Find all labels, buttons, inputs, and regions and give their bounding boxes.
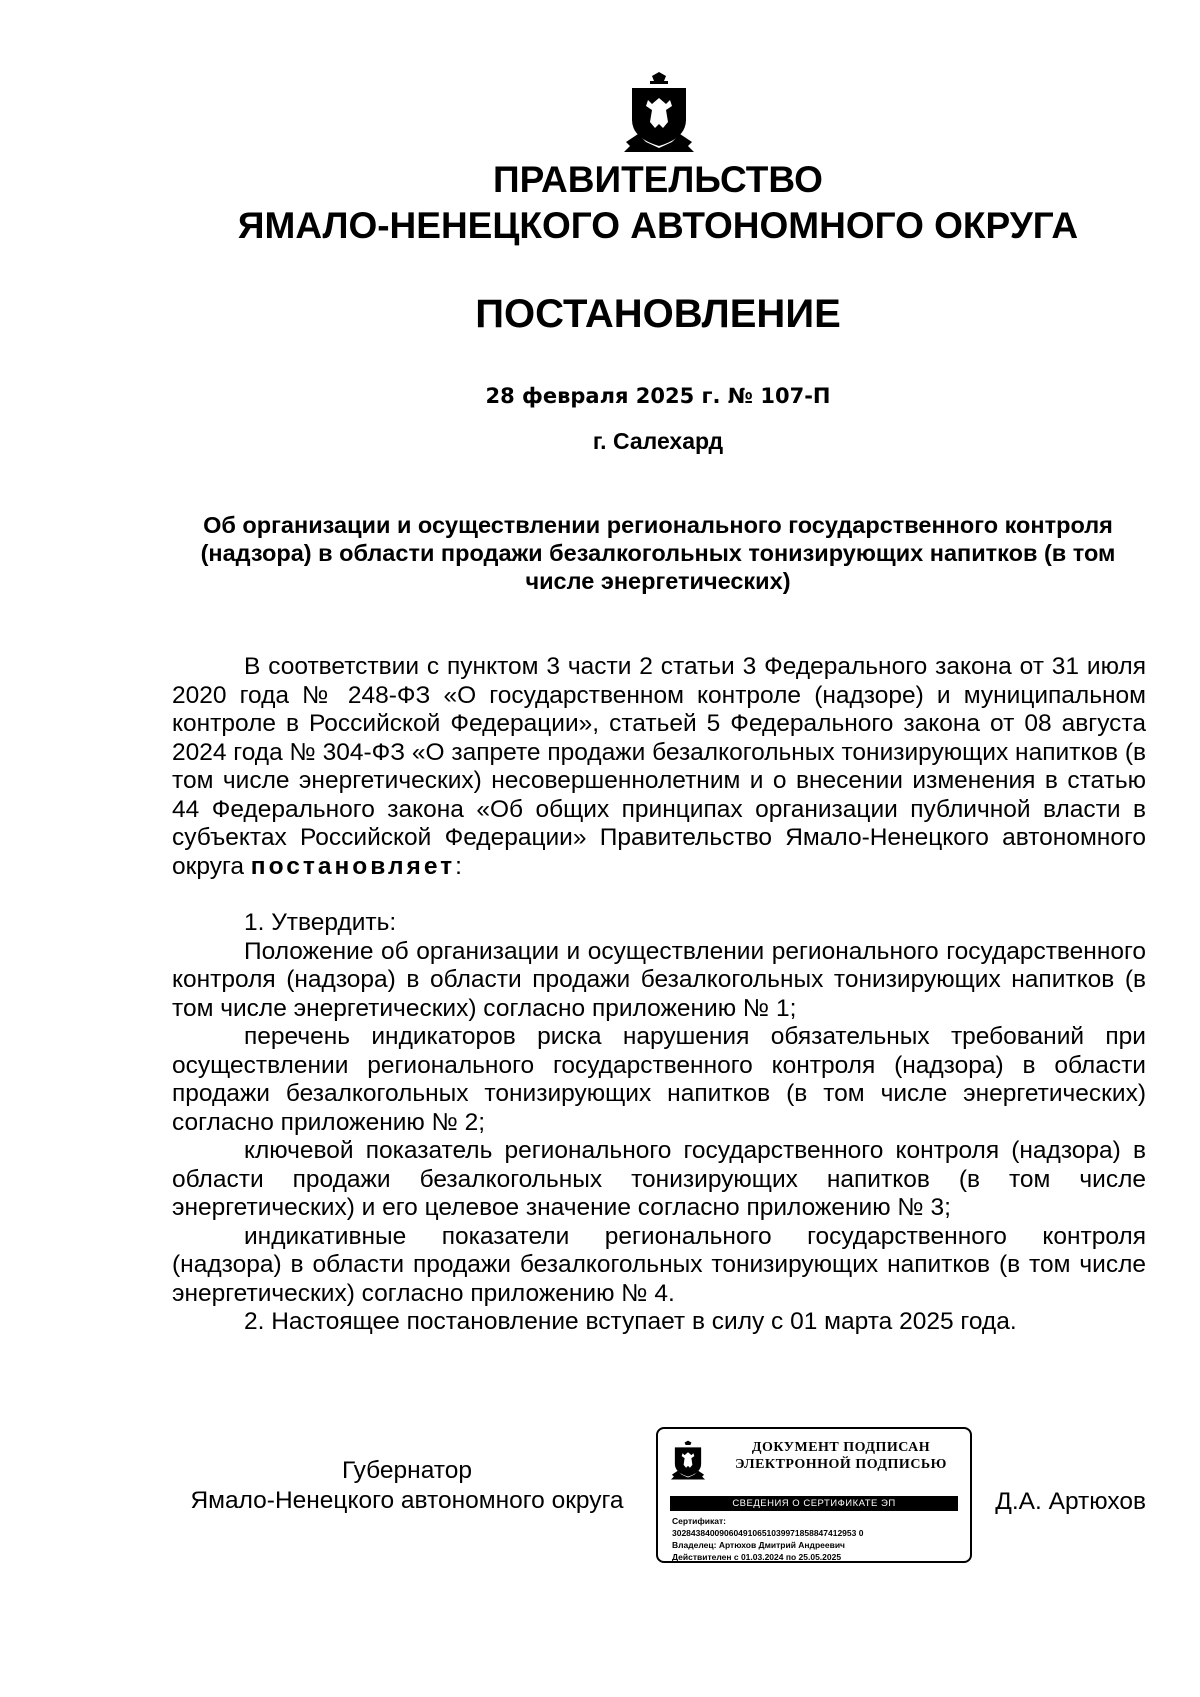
document-body bbox=[172, 653, 1146, 1337]
item2: 2. Настоящее постановление вступает в силу с 01 марта 2025 года. bbox=[244, 1308, 1017, 1335]
coat-of-arms-icon bbox=[622, 72, 696, 156]
org-name-line1: ПРАВИТЕЛЬСТВО bbox=[493, 159, 823, 200]
stamp-owner: Владелец: Артюхов Дмитрий Андреевич bbox=[672, 1540, 845, 1550]
electronic-signature-stamp bbox=[656, 1427, 972, 1563]
preamble-end: : bbox=[455, 852, 462, 880]
item1-sub3: ключевой показатель регионального государственного контроля (надзора) в области продажи безалкогольных тонизирующих напитков (в том числе энергетических) и его целевое значение согласно приложению № 3; bbox=[172, 1137, 1146, 1221]
document-title: Об организации и осуществлении регионального государственного контроля (надзора) в области продажи безалкогольных тонизирующих напитков (в том числе энергетических) bbox=[200, 512, 1116, 594]
signatory-name: Д.А. Артюхов bbox=[995, 1488, 1146, 1515]
resolution-keyword: постановляет bbox=[250, 852, 456, 880]
stamp-title-line1: ДОКУМЕНТ ПОДПИСАН bbox=[751, 1440, 931, 1455]
signatory-position-line1: Губернатор bbox=[342, 1457, 472, 1484]
signatory-position bbox=[172, 1456, 642, 1516]
stamp-validity: Действителен с 01.03.2024 по 25.05.2025 bbox=[672, 1552, 842, 1562]
stamp-cert-label: Сертификат: bbox=[672, 1516, 726, 1526]
stamp-coat-of-arms-icon bbox=[670, 1439, 706, 1483]
item1-sub2: перечень индикаторов риска нарушения обязательных требований при осуществлении регионального государственного контроля (надзора) в области продажи безалкогольных тонизирующих напитков (в том числе энергетических) согласно приложению № 2; bbox=[172, 1023, 1146, 1136]
document-date-number: 28 февраля 2025 г. № 107-П bbox=[485, 384, 831, 408]
stamp-details bbox=[672, 1515, 962, 1563]
stamp-certificate-bar: СВЕДЕНИЯ О СЕРТИФИКАТЕ ЭП bbox=[670, 1496, 958, 1511]
item1-sub1: Положение об организации и осуществлении регионального государственного контроля (надзора) в области продажи безалкогольных тонизирующих напитков (в том числе энергетических) согласно приложению № 1; bbox=[172, 937, 1146, 1022]
item1-sub4: индикативные показатели регионального государственного контроля (надзора) в области продажи безалкогольных тонизирующих напитков (в том числе энергетических) согласно приложению № 4. bbox=[172, 1222, 1146, 1307]
stamp-cert-value: 302843840090604910651039971858847412953 0 bbox=[672, 1528, 864, 1538]
document-type: ПОСТАНОВЛЕНИЕ bbox=[475, 292, 841, 336]
document-city: г. Салехард bbox=[592, 428, 724, 454]
signatory-position-line2: Ямало-Ненецкого автономного округа bbox=[190, 1487, 624, 1514]
org-name-line2: ЯМАЛО-НЕНЕЦКОГО АВТОНОМНОГО ОКРУГА bbox=[237, 205, 1079, 246]
preamble-paragraph bbox=[172, 653, 1146, 881]
item1-label: 1. Утвердить: bbox=[244, 909, 397, 936]
stamp-title bbox=[720, 1439, 962, 1473]
stamp-title-line2: ЭЛЕКТРОННОЙ ПОДПИСЬЮ bbox=[735, 1457, 947, 1472]
preamble-text: В соответствии с пунктом 3 части 2 статьи 3 Федерального закона от 31 июля 2020 года № 248-ФЗ «О государственном контроле (надзоре) и муниципальном контроле в Российской Федерации», статьей 5 Федерального закона от 08 августа 2024 года № 304-ФЗ «О запрете продажи безалкогольных тонизирующих напитков (в том числе энергетических) несовершеннолетним и о внесении изменения в статью 44 Федерального закона «Об общих принципах организации публичной власти в субъектах Российской Федерации» Правительство Ямало-Ненецкого автономного округа bbox=[172, 653, 1146, 880]
